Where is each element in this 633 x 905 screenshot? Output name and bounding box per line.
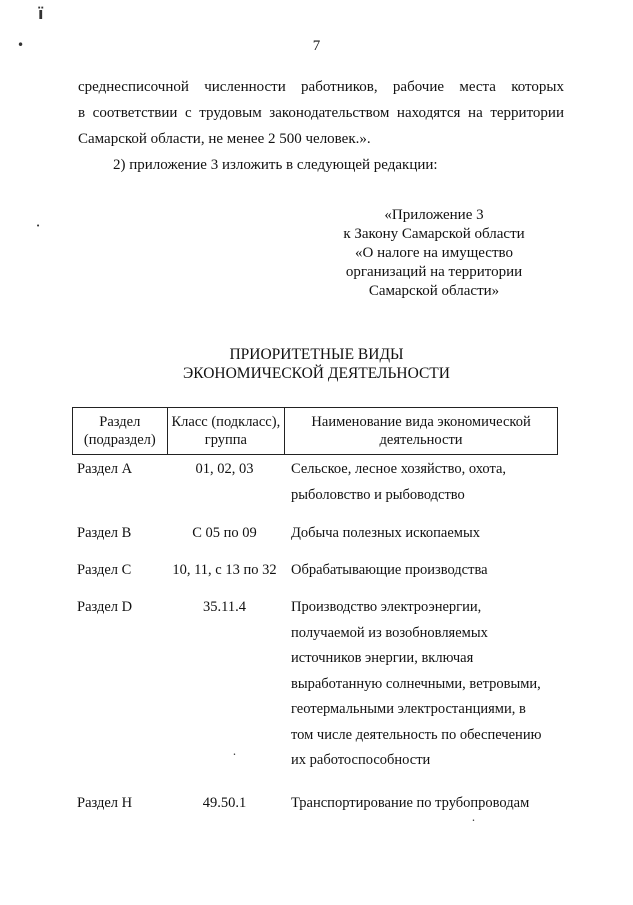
scan-artifact-mark: ї — [38, 4, 44, 23]
table-row — [72, 521, 558, 547]
header-activity-name — [285, 408, 557, 454]
header-text: (подраздел) — [83, 432, 156, 448]
activity-line: геотермальными электростанциями, в — [291, 701, 526, 717]
row-section: Раздел А — [77, 461, 133, 477]
scan-artifact-dot: • — [17, 38, 25, 52]
paragraph-amendment: 2) приложение 3 изложить в следующей редакции: — [113, 157, 438, 173]
appendix-header-line: организаций на территории — [345, 264, 523, 280]
row-activity-name — [283, 595, 556, 774]
table-row — [72, 595, 558, 774]
header-text: Наименование вида экономической — [311, 414, 531, 430]
paragraph-line: среднесписочной численности работников, рабочие места которых — [78, 79, 564, 95]
activity-line: их работоспособности — [291, 752, 431, 768]
title-line: ПРИОРИТЕТНЫЕ ВИДЫ — [229, 346, 404, 363]
header-class — [168, 408, 286, 454]
table-header — [72, 407, 558, 455]
scan-artifact-dot: • — [36, 222, 41, 230]
table-row — [72, 791, 558, 817]
document-title — [0, 345, 633, 383]
activity-line: источников энергии, включая — [291, 650, 474, 666]
row-class: С 05 по 09 — [192, 525, 257, 541]
row-class: 35.11.4 — [203, 599, 246, 615]
row-section: Раздел В — [77, 525, 132, 541]
activity-line: Сельское, лесное хозяйство, охота, — [291, 461, 507, 477]
scan-artifact-dot: • — [233, 752, 236, 758]
appendix-header — [330, 206, 538, 301]
row-activity-name — [283, 558, 556, 584]
activity-line: Обрабатывающие производства — [291, 562, 488, 578]
title-line: ЭКОНОМИЧЕСКОЙ ДЕЯТЕЛЬНОСТИ — [183, 365, 450, 382]
activity-line: рыболовство и рыбоводство — [291, 486, 465, 503]
paragraph-line: Самарской области, не менее 2 500 человек.». — [78, 131, 371, 147]
activity-line: Транспортирование по трубопроводам — [291, 795, 530, 811]
header-section — [73, 408, 168, 454]
row-activity-name — [283, 791, 556, 817]
paragraph-line: в соответствии с трудовым законодательством находятся на территории — [78, 105, 564, 121]
header-text: деятельности — [379, 432, 463, 448]
activity-line: Производство электроэнергии, — [291, 599, 482, 615]
header-text: Класс (подкласс), — [171, 414, 281, 430]
activity-line: том числе деятельность по обеспечению — [291, 726, 542, 743]
table-row — [72, 558, 558, 584]
row-section: Раздел Н — [77, 795, 133, 811]
table-row — [72, 457, 558, 508]
paragraph-continuation — [78, 74, 564, 152]
row-activity-name — [283, 521, 556, 547]
activity-line: выработанную солнечными, ветровыми, — [291, 675, 541, 692]
row-class: 10, 11, с 13 по 32 — [172, 562, 277, 578]
row-section: Раздел D — [77, 599, 133, 615]
row-class: 01, 02, 03 — [195, 461, 254, 477]
appendix-header-line: к Закону Самарской области — [343, 226, 525, 242]
header-text: группа — [204, 432, 247, 448]
appendix-header-line: Самарской области» — [368, 283, 500, 299]
appendix-header-line: «О налоге на имущество — [355, 245, 513, 261]
activity-line: Добыча полезных ископаемых — [291, 525, 480, 541]
activity-line: получаемой из возобновляемых — [291, 624, 488, 641]
appendix-header-line: «Приложение 3 — [384, 207, 484, 223]
row-activity-name — [283, 457, 556, 508]
header-text: Раздел — [99, 414, 141, 430]
scan-artifact-dot: • — [472, 818, 475, 824]
activity-table — [72, 407, 558, 811]
page-number: 7 — [312, 38, 321, 54]
row-class: 49.50.1 — [202, 795, 247, 811]
row-section: Раздел С — [77, 562, 132, 578]
